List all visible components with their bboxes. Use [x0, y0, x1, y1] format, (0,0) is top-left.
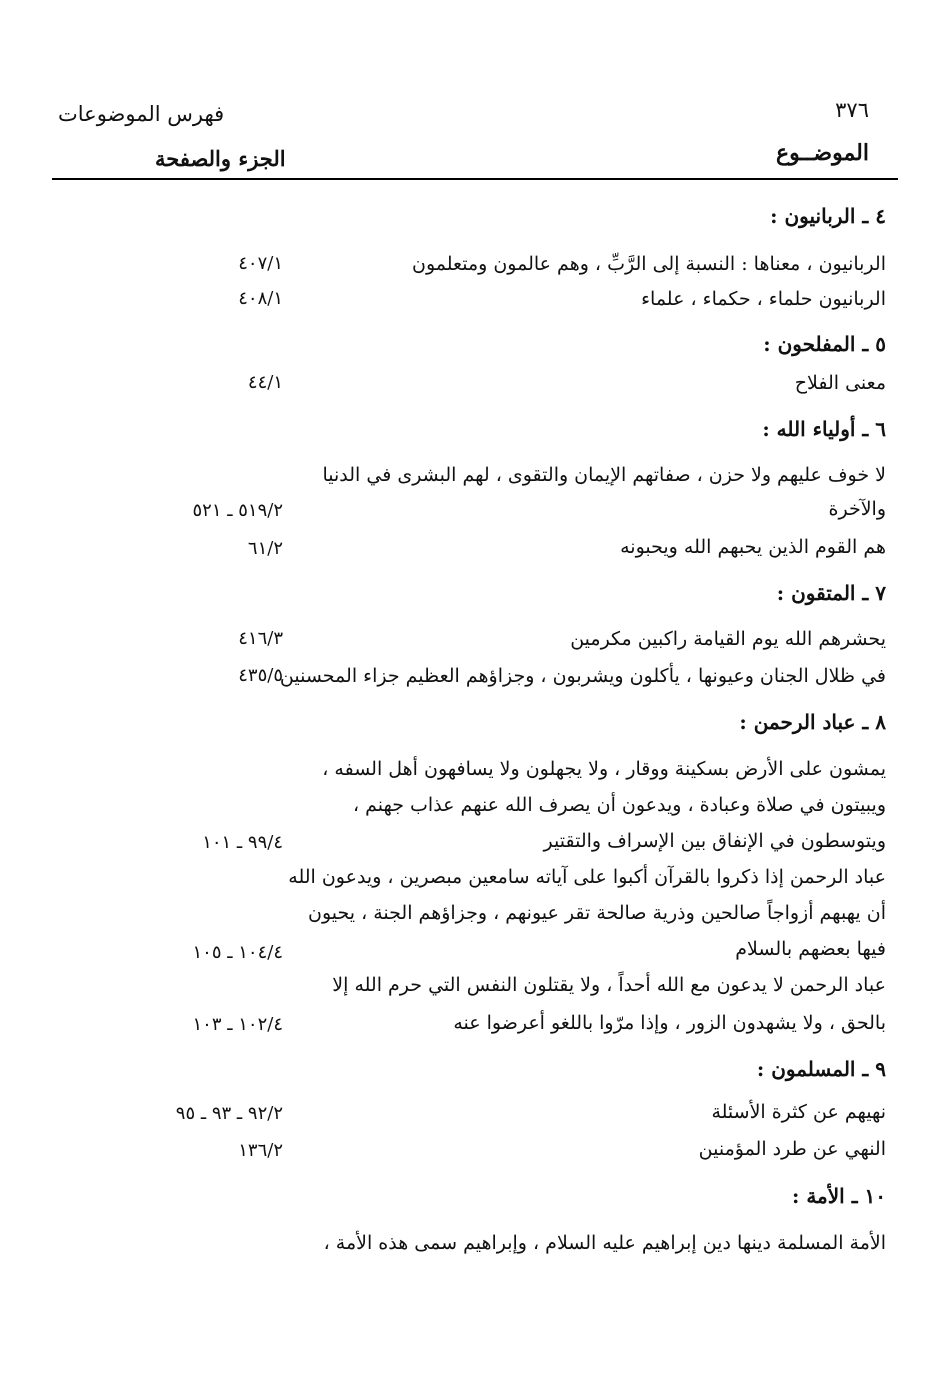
entry-page-ref: ٦١/٢ [247, 538, 283, 559]
running-title: فهرس الموضوعات [58, 102, 225, 126]
entry-text: هم القوم الذين يحبهم الله ويحبونه [620, 536, 886, 558]
entry-text: يحشرهم الله يوم القيامة راكبين مكرمين [570, 628, 886, 650]
entry-text-line: ويتوسطون في الإنفاق بين الإسراف والتقتير [543, 830, 886, 852]
entry-text-line: ويبيتون في صلاة وعبادة ، ويدعون أن يصرف الله عنهم عذاب جهنم ، [352, 794, 886, 816]
entry-text: الأمة المسلمة دينها دين إبراهيم عليه السلام ، وإبراهيم سمى هذه الأمة ، [323, 1232, 886, 1254]
section-heading-muslimun: ٩ ـ المسلمون : [756, 1057, 886, 1081]
entry-text-line: بالحق ، ولا يشهدون الزور ، وإذا مرّوا باللغو أعرضوا عنه [453, 1012, 886, 1034]
entry-text: الربانيون حلماء ، حكماء ، علماء [641, 288, 886, 310]
section-heading-muttaqun: ٧ ـ المتقون : [776, 581, 886, 605]
entry-page-ref: ٩٩/٤ ـ ١٠١ [202, 832, 283, 853]
entry-text-line: عباد الرحمن لا يدعون مع الله أحداً ، ولا يقتلون النفس التي حرم الله إلا [332, 974, 886, 996]
entry-text-line: لا خوف عليهم ولا حزن ، صفاتهم الإيمان والتقوى ، لهم البشرى في الدنيا [322, 464, 886, 486]
entry-page-ref: ٤٣٥/٥ [238, 665, 283, 686]
entry-page-ref: ٩٢/٢ ـ ٩٣ ـ ٩٥ [175, 1103, 283, 1124]
section-heading-umma: ١٠ ـ الأمة : [791, 1184, 886, 1208]
header-rule [52, 178, 898, 180]
entry-page-ref: ٥١٩/٢ ـ ٥٢١ [192, 500, 283, 521]
entry-page-ref: ١٠٢/٤ ـ ١٠٣ [192, 1014, 283, 1035]
entry-text: النهي عن طرد المؤمنين [698, 1138, 886, 1160]
entry-text-line: فيها بعضهم بالسلام [735, 938, 886, 960]
entry-text-line: عباد الرحمن إذا ذكروا بالقرآن أكبوا على آياته سامعين مبصرين ، ويدعون الله [288, 866, 886, 888]
page-column-header: الجزء والصفحة [155, 146, 286, 171]
entry-text: في ظلال الجنان وعيونها ، يأكلون ويشربون ، وجزاؤهم العظيم جزاء المحسنين [279, 665, 886, 687]
entry-text-line: يمشون على الأرض بسكينة ووقار ، ولا يجهلون ولا يسافهون أهل السفه ، [322, 758, 886, 780]
entry-text-line: والآخرة [828, 498, 886, 520]
entry-text-line: أن يهبهم أزواجاً صالحين وذرية صالحة تقر عيونهم ، وجزاؤهم الجنة ، يحيون [307, 902, 886, 924]
section-heading-awliya: ٦ ـ أولياء الله : [762, 417, 886, 441]
section-heading-muflihun: ٥ ـ المفلحون : [763, 332, 886, 356]
entry-text: الربانيون ، معناها : النسبة إلى الرَّبِّ ، وهم عالمون ومتعلمون [412, 253, 886, 275]
entry-page-ref: ١٣٦/٢ [238, 1140, 283, 1161]
entry-text: معنى الفلاح [794, 372, 886, 394]
topic-column-header: الموضــوع [776, 140, 869, 166]
section-heading-rabbaniyyun: ٤ ـ الربانيون : [770, 204, 886, 228]
section-heading-ibad-rahman: ٨ ـ عباد الرحمن : [739, 710, 886, 734]
page-number: ٣٧٦ [835, 98, 869, 122]
entry-page-ref: ١٠٤/٤ ـ ١٠٥ [192, 942, 283, 963]
entry-text: نهيهم عن كثرة الأسئلة [711, 1101, 886, 1123]
entry-page-ref: ٤٤/١ [247, 372, 283, 393]
entry-page-ref: ٤٠٨/١ [238, 288, 283, 309]
entry-page-ref: ٤١٦/٣ [238, 628, 283, 649]
entry-page-ref: ٤٠٧/١ [238, 253, 283, 274]
